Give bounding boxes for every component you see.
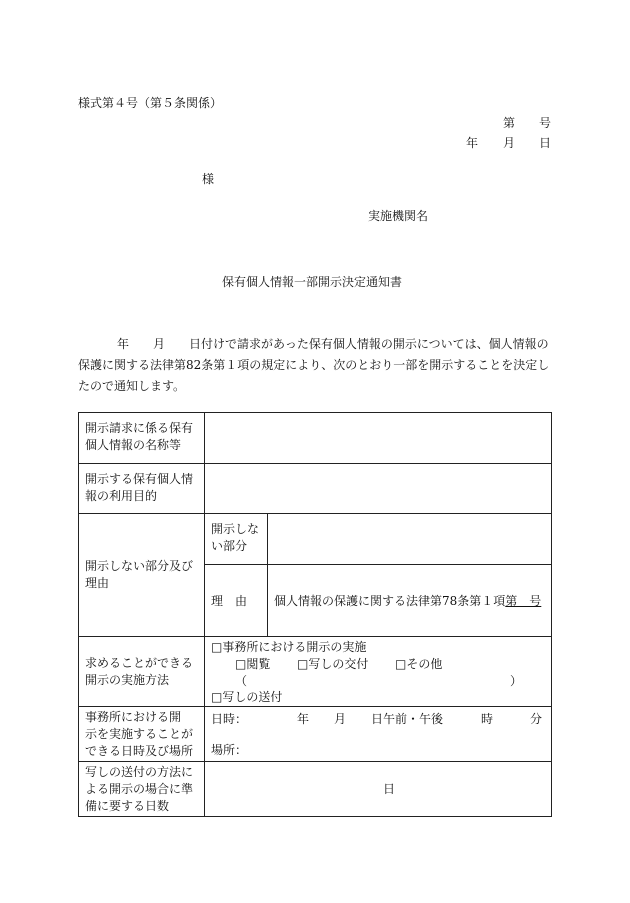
datetime-year: 年 (297, 712, 310, 726)
datetime-day-ampm: 日午前・午後 (371, 712, 444, 726)
body-line-2: 保護に関する法律第82条第１項の規定により、次のとおり一部を開示することを決定し (78, 358, 550, 372)
preparation-days-unit: 日 (383, 782, 396, 796)
date-month: 月 (503, 136, 516, 150)
place-label: 場所： (211, 743, 248, 757)
row-label-usage-purpose: 開示する保有個人情 報の利用目的 (85, 472, 194, 503)
row-label-preparation-days: 写しの送付の方法に よる開示の場合に準 備に要する日数 (85, 765, 194, 813)
body-line-3: たので通知します。 (78, 379, 186, 393)
option-other[interactable]: □その他 (395, 657, 443, 671)
row-label-office-datetime-place: 事務所における開 示を実施することが できる日時及び場所 (85, 710, 194, 758)
sub-label-undisclosed-part: 開示しな い部分 (211, 522, 260, 553)
date-day: 日 (539, 136, 552, 150)
doc-number-go: 号 (539, 116, 552, 130)
option-browse[interactable]: □閲覧 (235, 657, 271, 671)
agency-name-label: 実施機関名 (368, 209, 429, 223)
document-title: 保有個人情報一部開示決定通知書 (222, 275, 403, 289)
option-mail-copy[interactable]: □写しの送付 (211, 690, 283, 704)
option-office-disclosure[interactable]: □事務所における開示の実施 (211, 640, 367, 654)
datetime-month: 月 (334, 712, 347, 726)
row-label-requested-info: 開示請求に係る保有 個人情報の名称等 (85, 421, 194, 452)
option-copy-delivery[interactable]: □写しの交付 (297, 657, 369, 671)
reason-value: 個人情報の保護に関する法律第78条第１項第 号 (274, 594, 542, 608)
form-label: 様式第４号（第５条関係） (78, 96, 223, 110)
datetime-label: 日時： (211, 712, 248, 726)
body-line-1: 年 月 日付けで請求があった保有個人情報の開示については、個人情報の (117, 337, 549, 351)
datetime-hour: 時 (481, 712, 494, 726)
sub-label-reason: 理 由 (211, 594, 248, 608)
doc-number-dai: 第 (503, 116, 516, 130)
datetime-minute: 分 (530, 712, 543, 726)
date-year: 年 (466, 136, 479, 150)
addressee-suffix: 様 (202, 172, 215, 186)
body-paragraph (78, 334, 552, 397)
row-label-disclosure-method: 求めることができる 開示の実施方法 (85, 656, 194, 687)
paren-open: （ (235, 674, 248, 688)
row-label-undisclosed-part-and-reason: 開示しない部分及び 理由 (85, 559, 194, 590)
paren-close: ） (510, 674, 523, 688)
